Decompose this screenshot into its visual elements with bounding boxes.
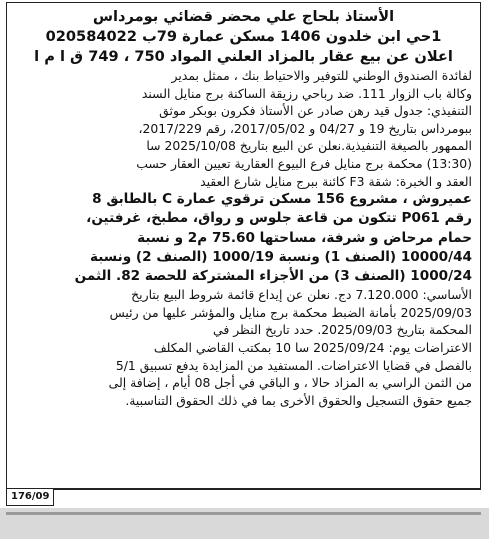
- body-line: من الثمن الراسي به المزاد حالا ، و الباقي في أجل 08 أيام ، إضافة إلى: [108, 375, 472, 391]
- bailiff-address-line: 1حي ابن خلدون 1406 مسكن عمارة 79ب 020584022: [45, 28, 442, 45]
- body-line: الاعتراضات يوم: 2025/09/24 سا 10 بمكتب القاضي المكلف: [153, 339, 472, 355]
- body-line: ببومرداس بتاريخ 19 و 04/27 و 2017/05/02، رقم 2017/229،: [138, 120, 472, 136]
- body-line: 2025/09/03 بأمانة الضبط محكمة برج منايل والمؤشر عليها من رئيس: [109, 304, 472, 320]
- body-line: وكالة باب الزوار 111. ضد رباحي رزيقة الساكنة برج منايل السند: [141, 85, 472, 101]
- body-line-bold: عميروش ، مشروع 156 مسكن ترقوي عمارة C بالطابق 8: [92, 191, 472, 208]
- page-bottom-strip: [0, 508, 489, 539]
- notice-body: [15, 67, 472, 409]
- body-line: لفائدة الصندوق الوطني للتوفير والاحتياط بنك ، ممثل بمدير: [171, 68, 472, 83]
- body-line: الأساسي: 7.120.000 دج. نعلن عن إيداع قائمة شروط البيع بتاريخ: [131, 287, 472, 303]
- body-line-bold: رقم P061 تتكون من قاعة جلوس و رواق، مطبخ، غرفتين،: [86, 210, 472, 227]
- body-line: المحكمة بتاريخ 2025/09/03. حدد تاريخ النظر في: [213, 322, 472, 338]
- body-line: الممهور بالصيغة التنفيذية.نعلن عن البيع بتاريخ 2025/10/08 سا: [146, 138, 472, 154]
- body-line-bold: 1000/24 (الصنف 3) من الأجزاء المشتركة للحصة 82. الثمن: [74, 267, 472, 284]
- body-line: بالفصل في قضايا الاعتراضات. المستفيد من المزايدة يدفع تسبيق 5/1: [115, 357, 472, 373]
- bailiff-name-line: الأستاذ بلحاج علي محضر قضائي بومرداس: [92, 8, 395, 25]
- notice-header: [15, 7, 472, 67]
- notice-title-line: اعلان عن بيع عقار بالمزاد العلني المواد 750 ، 749 ق ا م ا: [34, 48, 453, 65]
- body-line: جميع حقوق التسجيل والحقوق الأخرى بما في ذلك الحقوق التناسبية.: [125, 392, 472, 408]
- reference-code: 176/09: [6, 489, 54, 506]
- body-line: (13:30) محكمة برج منايل فرع البيوع العقارية تعيين العقار حسب: [136, 155, 472, 171]
- legal-notice: [6, 2, 481, 490]
- notice-footer: [6, 488, 481, 507]
- body-line: العقد و الخبرة: شقة F3 كائنة ببرج منايل شارع العقيد: [200, 173, 472, 189]
- body-line-bold: 10000/44 (الصنف 1) ونسبة 1000/19 (الصنف 2) ونسبة: [90, 248, 472, 265]
- divider: [6, 512, 481, 515]
- body-line: التنفيذي: جدول قيد رهن صادر عن الأستاذ فكرون بوبكر موثق: [159, 103, 472, 119]
- body-line-bold: حمام مرحاض و شرفة، مساحتها 75.60 م2 و نسبة: [137, 229, 472, 246]
